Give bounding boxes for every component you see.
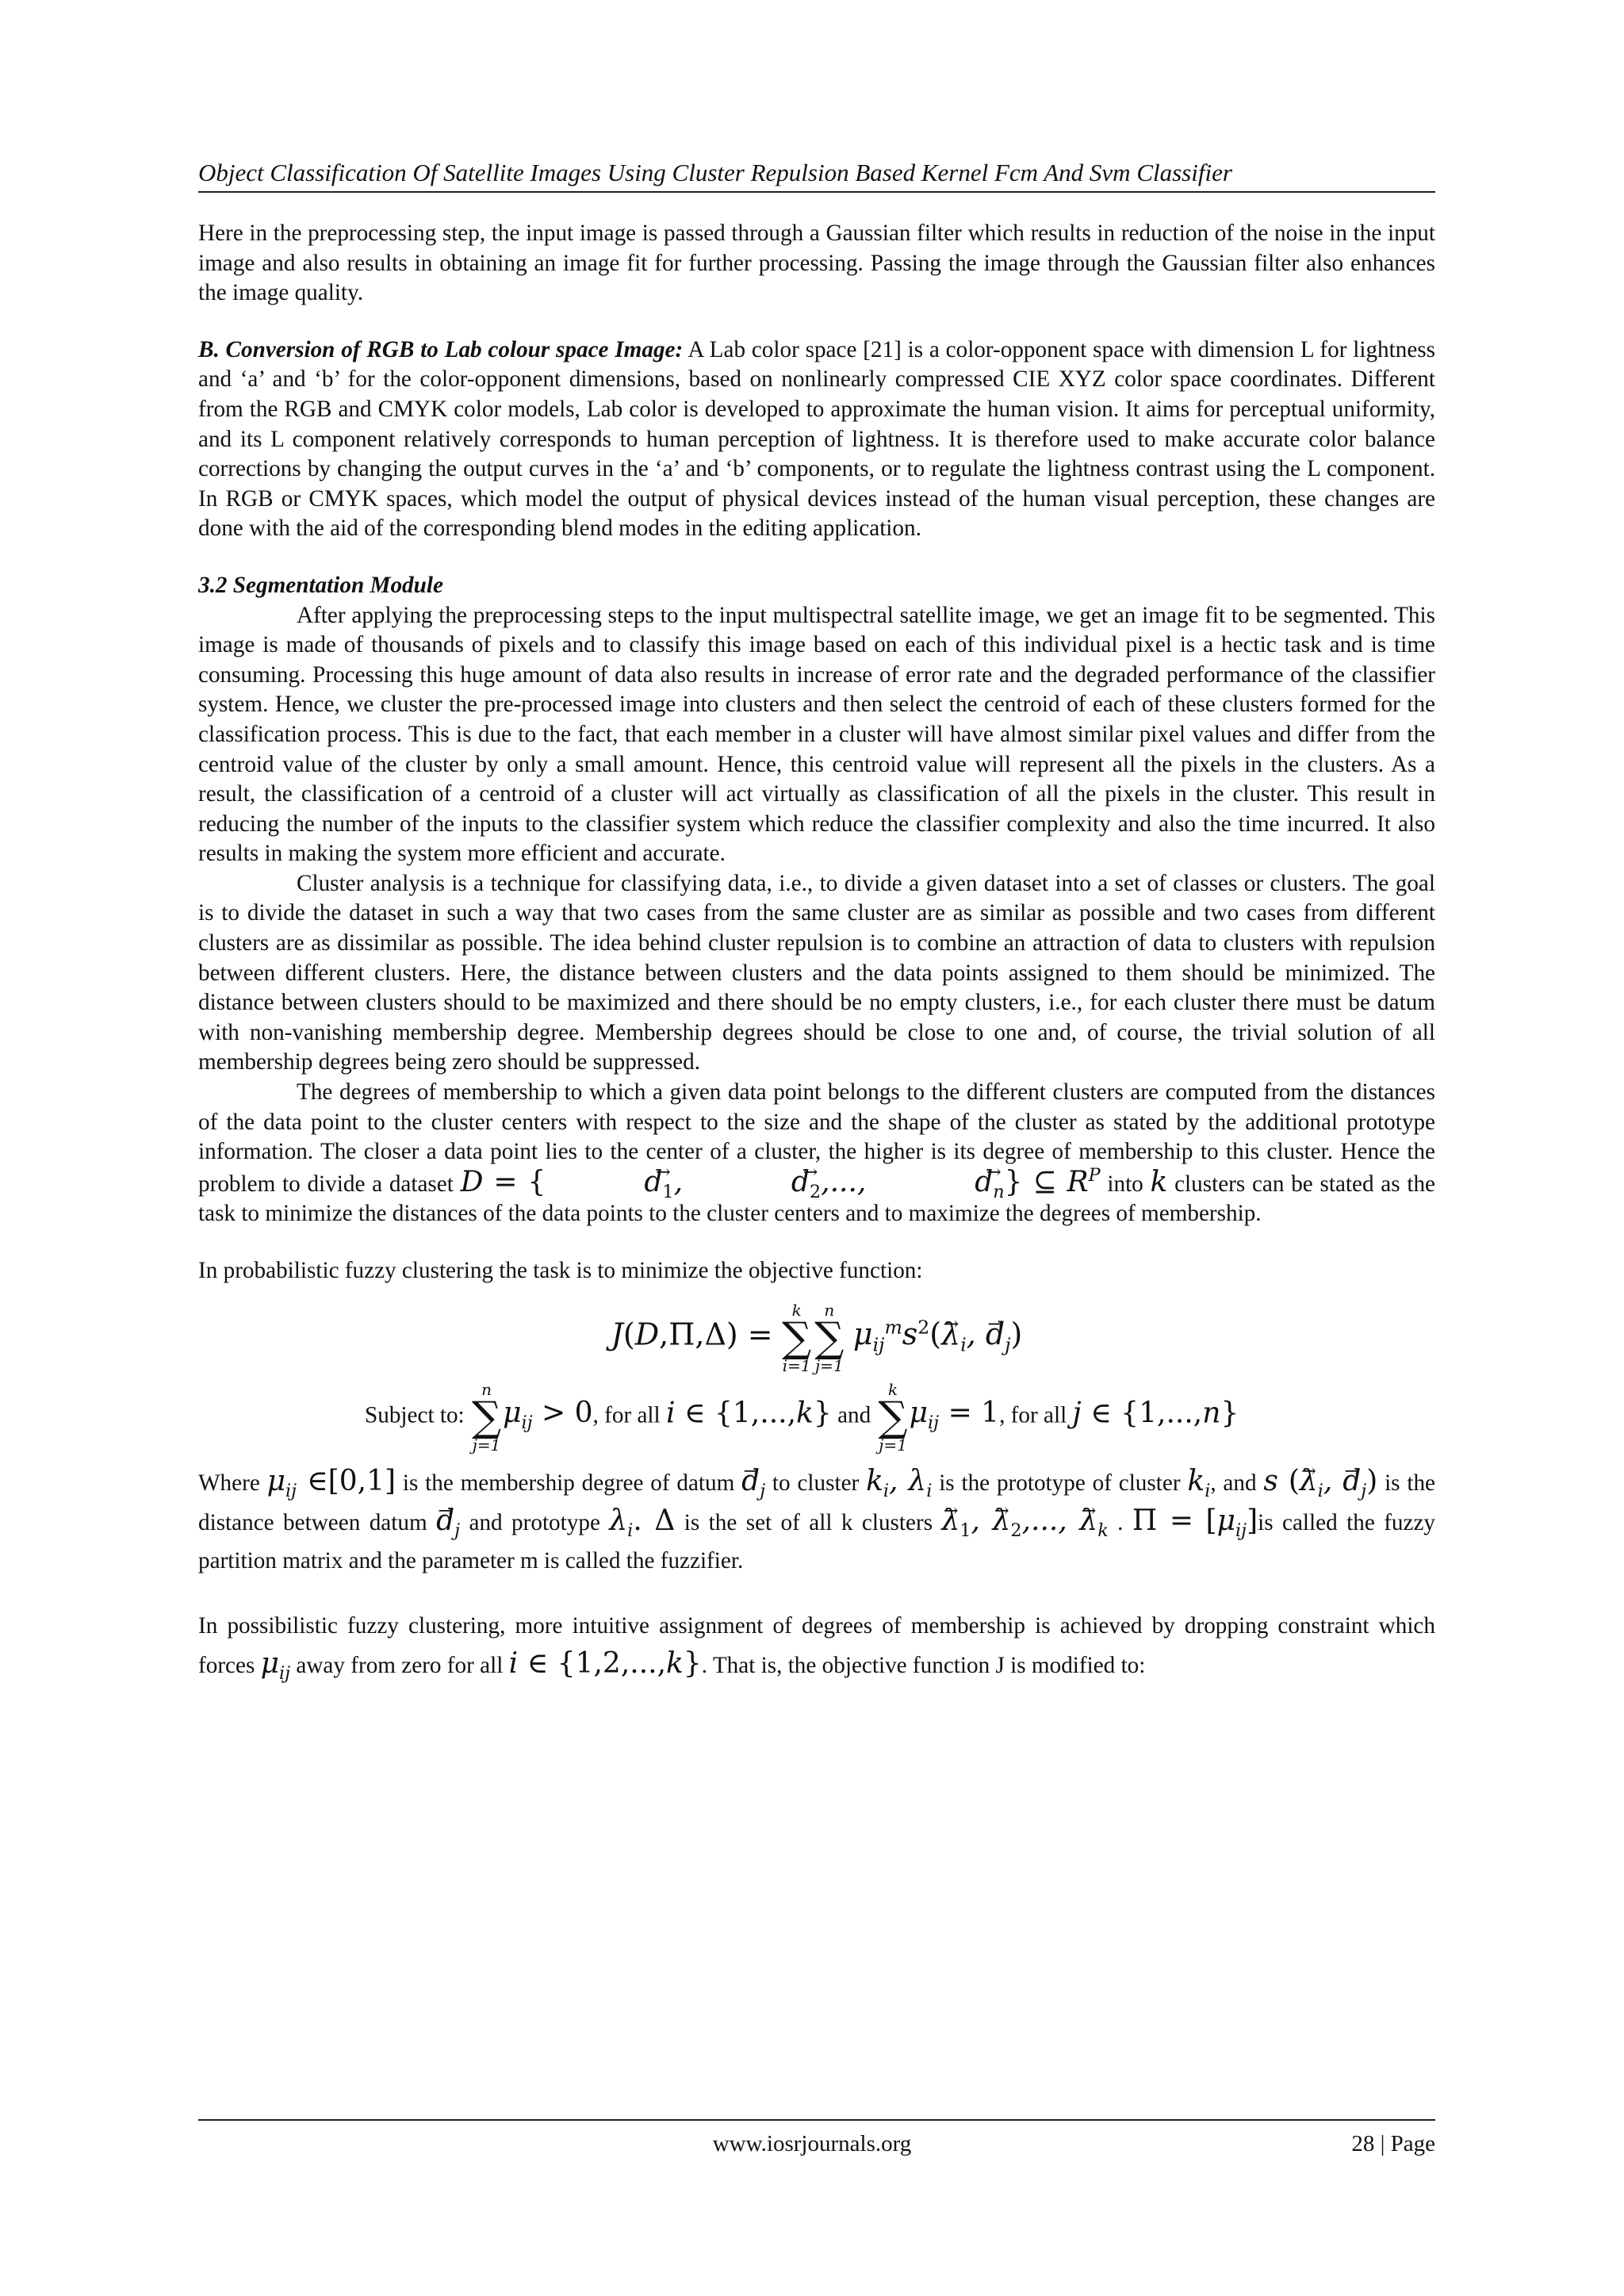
para-segmentation-2: Cluster analysis is a technique for classifying data, i.e., to divide a given dataset into a set of classes or clusters. The goal is to divide the dataset in such a way that two cases from the same cluster are as similar as possible and two cases from different clusters are as dissimilar as possible. The idea behind cluster repulsion is to combine an attraction of data to clusters with repulsion between different clusters. Here, the distance between clusters and the data points assigned to them should be minimized. The distance between clusters should to be maximized and there should be no empty clusters, i.e., for each cluster there must be datum with non-vanishing membership degree. Membership degrees should be close to one and, of course, the trivial solution of all membership degrees being zero should be suppressed. xyxy=(198,870,1435,1075)
section-heading: 3.2 Segmentation Module xyxy=(198,572,443,598)
constraints-line: Subject to: n ∑ j=1 $\mu_{ij} > 0$, for all i ∈ {1,...,k} and k ∑ j=1 $\mu_{ij} = 1$, for all j ∈ {1,...,n} xyxy=(365,1379,1239,1455)
section-b-lead: B. Conversion of RGB to Lab colour space Image: xyxy=(198,336,684,362)
header-rule xyxy=(198,191,1435,193)
where-paragraph: Where $\mu_{ij}$ ∈[0,1] is the membership degree of datum → $d_j$ to cluster $k_i$, $\lambda_i$ is the prototype of cluster $k_i$, and s (→ $\lambda_i$, → $d_j$) is the distance between datum → $d_j$ and prototype $\lambda_i$. Δ is the set of all k clusters → $\lambda_1$, → $\lambda_2$,..., → $\lambda_k$ . $\Pi = [\mu_{ij}]is$ called the fuzzy partition matrix and the parameter m is called the fuzzifier. xyxy=(198,1462,1435,1580)
dataset-definition-math: D = {→ $d_1$, → $d_2$,..., → $d_n$} ⊆ $R^P$ xyxy=(461,1166,1101,1198)
footer-rule xyxy=(198,2119,1435,2121)
section-b-paragraph xyxy=(198,335,1435,544)
running-head: Object Classification Of Satellite Images Using Cluster Repulsion Based Kernel Fcm And Svm Classifier xyxy=(198,159,1232,186)
para-preprocessing: Here in the preprocessing step, the input image is passed through a Gaussian filter which results in reduction of the noise in the input image and also results in obtaining an image fit for further processing. Passing the image through the Gaussian filter also enhances the image quality. xyxy=(198,220,1435,306)
body-text xyxy=(198,219,1435,1685)
probabilistic-intro: In probabilistic fuzzy clustering the task is to minimize the objective function: xyxy=(198,1258,923,1283)
k-symbol: k xyxy=(1150,1165,1168,1198)
objective-function-equation: J(D,Π,Δ) = k ∑ i=1 n ∑ j=1 $\mu_{ij}^ms^2(\to \lambda_i$, → $d_j$) xyxy=(198,1302,1435,1374)
section-b-text: A Lab color space [21] is a color-opponent space with dimension L for lightness and ‘a’ and ‘b’ for the color-opponent dimensions, based on nonlinearly compressed CIE XYZ color space coordinates. Different from the RGB and CMYK color models, Lab color is developed to approximate the human vision. It aims for perceptual uniformity, and its L component relatively corresponds to human perception of lightness. It is therefore used to make accurate color balance corrections by changing the output curves in the ‘a’ and ‘b’ components, or to regulate the lightness contrast using the L component. In RGB or CMYK spaces, which model the output of physical devices instead of the human visual perception, these changes are done with the aid of the corresponding blend modes in the editing application. xyxy=(198,336,1436,542)
possibilistic-paragraph: In possibilistic fuzzy clustering, more intuitive assignment of degrees of membership is achieved by dropping constraint which forces $\mu_{ij}$ away from zero for all i ∈ {1,2,...,k}. That is, the objective function J is modified to: xyxy=(198,1612,1435,1684)
page-number: 28 | Page xyxy=(1351,2131,1435,2156)
footer-url[interactable]: www.iosrjournals.org xyxy=(712,2131,912,2156)
para-segmentation-1: After applying the preprocessing steps to the input multispectral satellite image, we get an image fit to be segmented. This image is made of thousands of pixels and to classify this image based on each of this individual pixel is a hectic task and is time consuming. Processing this huge amount of data also results in increase of error rate and the degraded performance of the classifier system. Hence, we cluster the pre-processed image into clusters and then select the centroid of each of these clusters formed for the classification process. This is due to the fact, that each member in a cluster will have almost similar pixel values and differ from the centroid value of the cluster by only a small amount. Hence, this centroid value will represent all the pixels in the clusters. As a result, the classification of a centroid of a cluster will act virtually as classification of all the pixels in the cluster. This result in reducing the number of the inputs to the classifier system which reduce the classifier complexity and also the time incurred. It also results in making the system more efficient and accurate. xyxy=(198,602,1435,867)
para-segmentation-3: The degrees of membership to which a given data point belongs to the different clusters are computed from the distances of the data point to the cluster centers with respect to the size and the shape of the cluster as stated by the additional prototype information. The closer a data point lies to the center of a cluster, the higher is its degree of membership to this cluster. Hence the problem to divide a dataset D = {→ $d_1$, → $d_2$,..., → $d_n$} ⊆ $R^P$ into k clusters can be stated as the task to minimize the distances of the data points to the cluster centers and to maximize the degrees of membership. xyxy=(198,1078,1435,1229)
